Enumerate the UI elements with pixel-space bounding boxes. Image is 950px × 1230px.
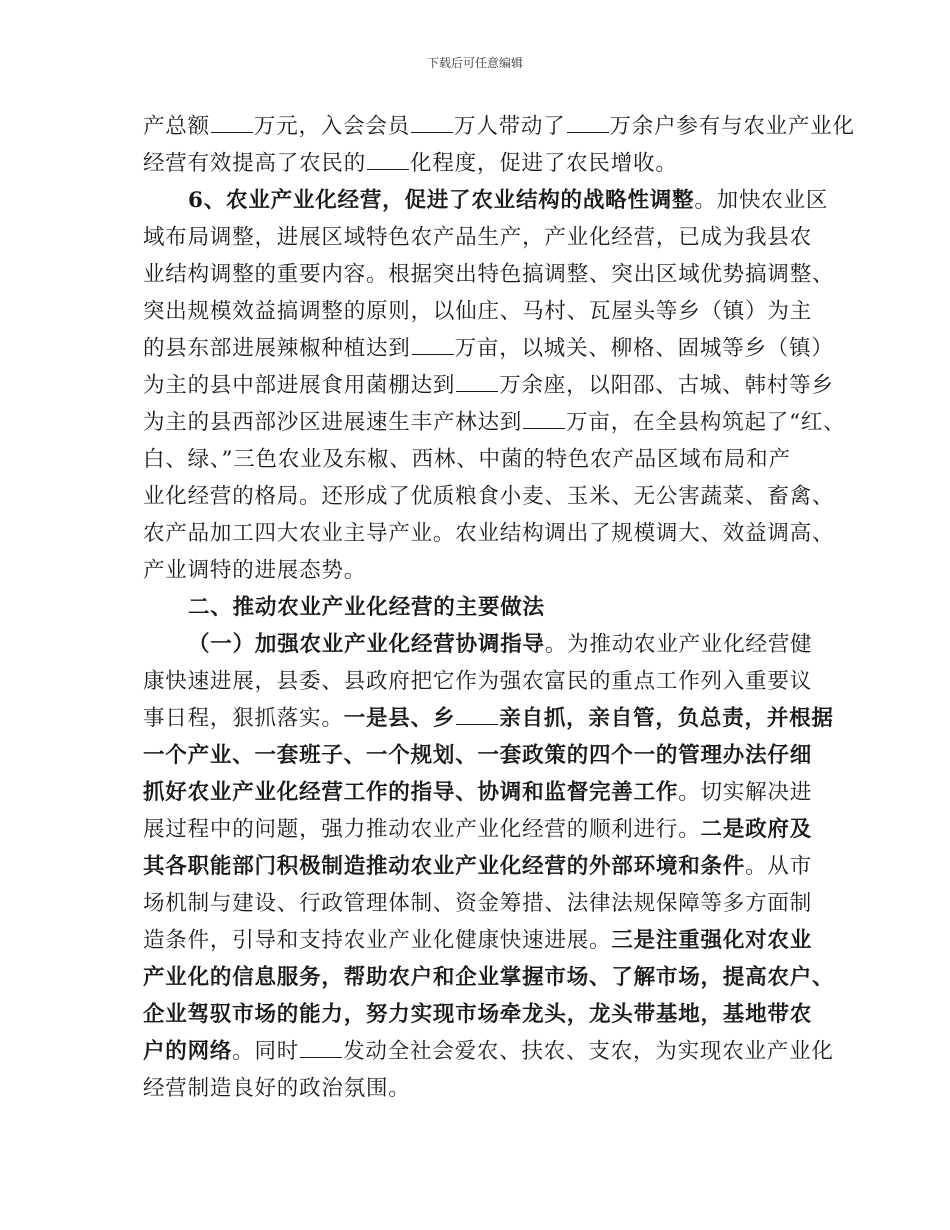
text-line: 场机制与建设、行政管理体制、资金筹措、法律法规保障等多方面制	[143, 891, 813, 916]
text-line: 抓好农业产业化经营工作的指导、协调和监督完善工作。切实解决进	[143, 780, 813, 805]
fill-blank	[300, 1039, 342, 1058]
fill-blank	[367, 151, 409, 170]
text-line: 为主的县西部沙区进展速生丰产林达到 万亩，在全县构筑起了“红、	[143, 410, 846, 435]
section-heading: 二、推动农业产业化经营的主要做法	[188, 595, 545, 620]
fill-blank	[567, 114, 609, 133]
fill-blank	[456, 706, 498, 725]
text-line: （一）加强农业产业化经营协调指导。为推动农业产业化经营健	[188, 632, 813, 657]
text-line: 产总额 万元，入会会员 万人带动了 万余户参有与农业产业化	[143, 114, 855, 139]
text-line: 产业化的信息服务，帮助农户和企业掌握市场、了解市场，提高农户、	[143, 965, 835, 990]
text-line: 农产品加工四大农业主导产业。农业结构调出了规模调大、效益调高、	[143, 521, 835, 546]
text-line: 的县东部进展辣椒种植达到 万亩，以城关、柳格、固城等乡（镇）	[143, 336, 834, 361]
text-line: 经营有效提高了农民的 化程度，促进了农民增收。	[143, 151, 678, 176]
text-line: 造条件，引导和支持农业产业化健康快速进展。三是注重强化对农业	[143, 928, 813, 953]
text-line: 白、绿、”三色农业及东椒、西林、中菌的特色农产品区域布局和产	[143, 447, 791, 472]
text-line: 一个产业、一套班子、一个规划、一套政策的四个一的管理办法仔细	[143, 743, 813, 768]
page-header: 下载后可任意编辑	[426, 56, 523, 70]
text-line: 事日程，狠抓落实。一是县、乡 亲自抓，亲自管，负总责，并根据	[143, 706, 834, 731]
text-line: 户的网络。同时 发动全社会爱农、扶农、支农，为实现农业产业化	[143, 1039, 834, 1064]
text-line: 其各职能部门积极制造推动农业产业化经营的外部环境和条件。从市	[143, 854, 813, 879]
text-line: 业化经营的格局。还形成了优质粮食小麦、玉米、无公害蔬菜、畜禽、	[143, 484, 835, 509]
section-heading: 6、农业产业化经营，促进了农业结构的战略性调整	[188, 188, 695, 213]
fill-blank	[523, 410, 565, 429]
text-line: 6、农业产业化经营，促进了农业结构的战略性调整。加快农业区	[188, 188, 829, 213]
text-line: 域布局调整，进展区域特色农产品生产，产业化经营，已成为我县农	[143, 225, 813, 250]
text-line: 经营制造良好的政治氛围。	[143, 1076, 411, 1101]
fill-blank	[412, 336, 454, 355]
text-line: 为主的县中部进展食用菌棚达到 万余座，以阳邵、古城、韩村等乡	[143, 373, 834, 398]
text-line: 展过程中的问题，强力推动农业产业化经营的顺利进行。二是政府及	[143, 817, 813, 842]
text-line: 康快速进展，县委、县政府把它作为强农富民的重点工作列入重要议	[143, 669, 813, 694]
fill-blank	[411, 114, 453, 133]
fill-blank	[456, 373, 498, 392]
subsection-heading: （一）加强农业产业化经营协调指导	[188, 632, 545, 657]
fill-blank	[211, 114, 253, 133]
text-line: 业结构调整的重要内容。根据突出特色搞调整、突出区域优势搞调整、	[143, 262, 835, 287]
text-line: 产业调特的进展态势。	[143, 558, 367, 583]
text-line: 突出规模效益搞调整的原则，以仙庄、马村、瓦屋头等乡（镇）为主	[143, 299, 813, 324]
text-line: 企业驾驭市场的能力，努力实现市场牵龙头，龙头带基地，基地带农	[143, 1002, 813, 1027]
